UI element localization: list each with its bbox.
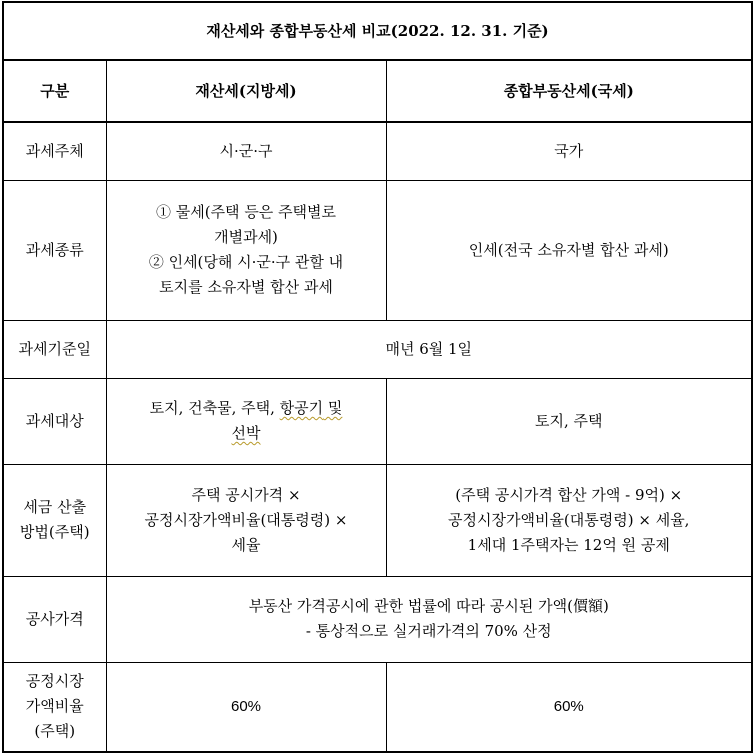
subject-comprehensive-tax: 국가 — [386, 122, 752, 180]
type-property-line: 개별과세) — [214, 228, 278, 246]
type-comprehensive-tax: 인세(전국 소유자별 합산 과세) — [386, 180, 752, 320]
label-public-price: 공사가격 — [3, 576, 106, 662]
row-public-price — [3, 576, 752, 662]
label-subject: 과세주체 — [3, 122, 106, 180]
objects-ship: 선박 — [231, 424, 261, 442]
type-property-line: 토지를 소유자별 합산 과세 — [159, 278, 333, 296]
calc-comprehensive-line: 1세대 1주택자는 12억 원 공제 — [467, 535, 670, 554]
fmv-property-tax: 60% — [106, 662, 386, 752]
header-category: 구분 — [3, 60, 106, 122]
objects-aircraft: 항공기 — [279, 399, 324, 417]
table-title: 재산세와 종합부동산세 비교(2022. 12. 31. 기준) — [3, 2, 752, 60]
calc-property-line: 주택 공시가격 × — [191, 485, 301, 504]
public-price-line: - 통상적으로 실거래가격의 70% 산정 — [305, 622, 552, 640]
public-price-line: 부동산 가격공시에 관한 법률에 따라 공시된 가액(價額) — [248, 597, 609, 615]
row-subject — [3, 122, 752, 180]
header-comprehensive-tax: 종합부동산세(국세) — [386, 60, 752, 122]
label-objects: 과세대상 — [3, 378, 106, 464]
calc-comprehensive-line: 공정시장가액비율(대통령령) × 세율, — [448, 510, 690, 529]
calc-property-line: 공정시장가액비율(대통령령) × — [144, 510, 348, 529]
type-property-line: ② 인세(당해 시·군·구 관할 내 — [148, 253, 344, 271]
label-fmv-line: 공정시장 — [25, 672, 84, 691]
objects-comprehensive-tax: 토지, 주택 — [386, 378, 752, 464]
label-fmv-ratio — [3, 662, 106, 752]
header-property-tax: 재산세(지방세) — [106, 60, 386, 122]
subject-property-tax: 시·군·구 — [106, 122, 386, 180]
objects-and: 및 — [323, 399, 343, 417]
label-calc-line: 방법(주택) — [19, 523, 90, 541]
calc-comprehensive-tax — [386, 464, 752, 576]
base-date-value: 매년 6월 1일 — [106, 320, 752, 378]
header-row — [3, 60, 752, 122]
fmv-comprehensive-tax: 60% — [386, 662, 752, 752]
public-price-value — [106, 576, 752, 662]
calc-comprehensive-line: (주택 공시가격 합산 가액 - 9억) × — [455, 485, 683, 504]
label-calc-line: 세금 산출 — [23, 498, 87, 516]
type-property-line: ① 물세(주택 등은 주택별로 — [155, 203, 337, 221]
label-calc — [3, 464, 106, 576]
objects-property-line — [113, 396, 380, 421]
row-type — [3, 180, 752, 320]
label-fmv-line: 가액비율 — [25, 697, 84, 716]
row-objects — [3, 378, 752, 464]
title-row — [3, 2, 752, 60]
objects-property-tax — [106, 378, 386, 464]
objects-text: 토지, 건축물, 주택, — [149, 399, 280, 417]
row-base-date — [3, 320, 752, 378]
comparison-table — [2, 1, 753, 753]
label-type: 과세종류 — [3, 180, 106, 320]
row-fmv-ratio — [3, 662, 752, 752]
calc-property-tax — [106, 464, 386, 576]
label-base-date: 과세기준일 — [3, 320, 106, 378]
label-fmv-line: (주택) — [34, 722, 76, 741]
row-calc — [3, 464, 752, 576]
calc-property-line: 세율 — [231, 535, 261, 554]
type-property-tax — [106, 180, 386, 320]
